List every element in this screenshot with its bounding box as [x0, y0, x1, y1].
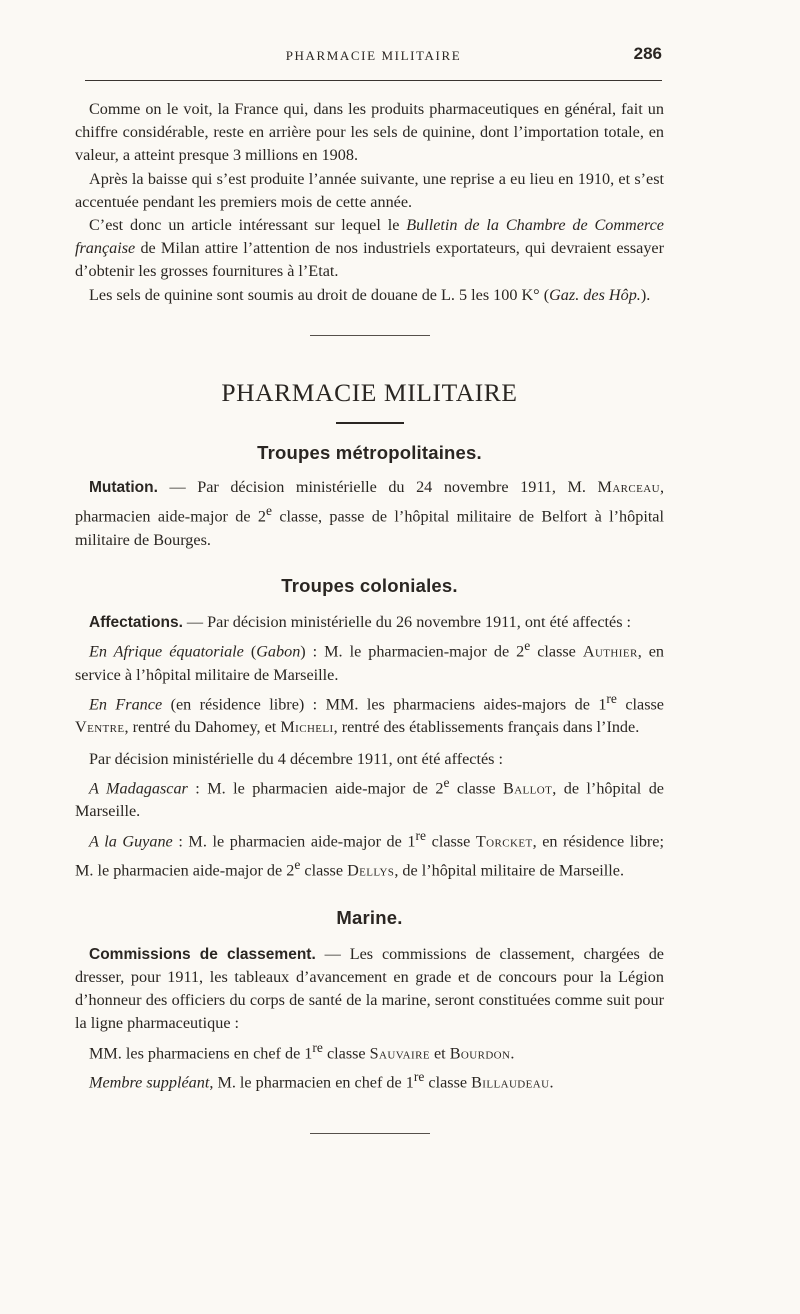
text-run: , de l’hôpital militaire de Marseille.	[394, 861, 625, 880]
person-name: Torcket	[475, 832, 533, 851]
ordinal-sup: re	[413, 1069, 425, 1085]
text-run: , M. le pharmacien en chef de 1	[209, 1073, 414, 1092]
person-name: Billaudeau	[471, 1073, 550, 1092]
text-run: classe	[300, 861, 348, 880]
page-body	[75, 98, 664, 1134]
text-run: classe	[322, 1044, 370, 1063]
text-run: classe	[530, 642, 583, 661]
person-name: Bourdon	[449, 1044, 511, 1063]
intro-paragraph-1: Comme on le voit, la France qui, dans les produits pharmaceutiques en général, fait un chiffre considérable, reste en arrière pour les sels de quinine, dont l’importation totale, en valeur, a atteint presque 3 millions en 1908.	[75, 100, 664, 165]
intro-paragraph-4	[75, 284, 664, 307]
suppleant-paragraph	[75, 1065, 664, 1095]
commissions-label: Commissions de classement.	[89, 945, 316, 963]
text-run: classe	[449, 779, 503, 798]
text-run: classe	[424, 1073, 472, 1092]
affectations-label: Affectations.	[89, 613, 183, 631]
bulletin-title: Bulletin de la Chambre de Commerce française	[75, 216, 664, 258]
intro-paragraph-2: Après la baisse qui s’est produite l’année suivante, une reprise a eu lieu en 1910, et s’est accentuée pendant les premiers mois de cette année.	[75, 169, 664, 211]
person-name: Sauvaire	[369, 1044, 430, 1063]
subheading-coloniales: Troupes coloniales.	[281, 574, 458, 596]
person-name: Ventre	[75, 718, 125, 737]
subheading-marine: Marine.	[336, 906, 403, 928]
mutation-paragraph	[75, 476, 664, 552]
madagascar-paragraph	[75, 771, 664, 824]
subheading-metropolitaines: Troupes métropolitaines.	[257, 441, 482, 463]
place-name: En France	[89, 695, 163, 714]
text-run: — Les commissions de classement, chargées de dresser, pour 1911, les tableaux d’avancement en grade et de concours pour la Légion d’honneur des officiers du corps de santé de la marine, seront constituées comme suit pour la ligne pharmaceutique :	[75, 944, 664, 1033]
person-name: Ballot	[503, 779, 553, 798]
text-run: C’est donc un article intéressant sur lequel le	[89, 216, 407, 235]
page-number: 286	[633, 44, 662, 63]
text-run: : M. le pharmacien aide-major de 1	[172, 832, 416, 851]
text-run: ).	[640, 285, 651, 304]
header-rule	[85, 80, 662, 81]
place-name: En Afrique équatoriale	[89, 642, 244, 661]
members-paragraph	[75, 1036, 664, 1066]
decision-paragraph: Par décision ministérielle du 4 décembre 1911, ont été affectés :	[89, 749, 503, 768]
text-run: et	[429, 1044, 450, 1063]
affectations-paragraph	[75, 611, 664, 634]
intro-paragraph-3	[75, 214, 664, 284]
place-name: A la Guyane	[89, 832, 173, 851]
suppleant-label: Membre suppléant	[89, 1073, 210, 1092]
text-run: Les sels de quinine sont soumis au droit de douane de L. 5 les 100 K° (	[89, 285, 550, 304]
text-run: : M. le pharmacien aide-major de 2	[187, 779, 444, 798]
text-run: , en résidence libre; M. le pharmacien aide-major de 2	[75, 832, 664, 880]
text-run: (en résidence libre) : MM. les pharmaciens aides-majors de 1	[162, 695, 607, 714]
place-name: A Madagascar	[89, 779, 188, 798]
text-run: classe, passe de l’hôpital militaire de Belfort à l’hôpital militaire de Bourges.	[75, 507, 664, 549]
ordinal-sup: e	[524, 638, 531, 654]
text-run: .	[510, 1044, 515, 1063]
person-name: Micheli	[280, 718, 334, 737]
text-run: .	[549, 1073, 554, 1092]
ordinal-sup: re	[312, 1039, 323, 1055]
end-rule	[310, 1133, 430, 1134]
place-name: Gabon	[256, 642, 301, 661]
text-run: — Par décision ministérielle du 26 novembre 1911, ont été affectés :	[182, 612, 632, 631]
ordinal-sup: e	[294, 857, 301, 873]
text-run: de Milan attire l’attention de nos industriels exportateurs, qui devraient essayer d’obtenir les grosses fournitures à l’Etat.	[75, 239, 664, 281]
text-run: , rentré du Dahomey, et	[124, 718, 281, 737]
ordinal-sup: re	[415, 827, 427, 843]
text-run: classe	[616, 695, 664, 714]
running-header	[85, 44, 662, 66]
person-name: Authier	[582, 642, 638, 661]
running-title: PHARMACIE MILITAIRE	[285, 48, 462, 63]
mutation-label: Mutation.	[89, 478, 158, 496]
ordinal-sup: re	[606, 690, 617, 706]
text-run: , pharmacien aide-major de 2	[75, 477, 664, 526]
person-name: Marceau	[597, 477, 660, 496]
commissions-paragraph	[75, 943, 664, 1036]
text-run: — Par décision ministérielle du 24 novembre 1911, M.	[157, 477, 598, 496]
separator-rule	[310, 335, 430, 336]
person-name: Dellys	[347, 861, 395, 880]
text-run: : M. le pharmacien-major de 2	[305, 642, 525, 661]
ordinal-sup: e	[443, 774, 450, 790]
source-citation: Gaz. des Hôp.	[549, 285, 641, 304]
text-run: , en service à l’hôpital militaire de Marseille.	[75, 642, 664, 684]
france-paragraph	[75, 687, 664, 740]
text-run: MM. les pharmaciens en chef de 1	[89, 1044, 313, 1063]
guyane-paragraph	[75, 824, 664, 883]
ordinal-sup: e	[266, 503, 273, 519]
text-run: , rentré des établissements français dans l’Inde.	[333, 718, 640, 737]
section-title: PHARMACIE MILITAIRE	[221, 377, 518, 407]
text-run: , de l’hôpital de Marseille.	[75, 779, 664, 821]
afrique-paragraph: En Afrique équatoriale (Gabon) : M. le pharmacien-major de 2e classe Authier, en service à l’hôpital militaire de Marseille.	[75, 638, 664, 684]
text-run: classe	[426, 832, 476, 851]
title-rule	[336, 422, 404, 424]
